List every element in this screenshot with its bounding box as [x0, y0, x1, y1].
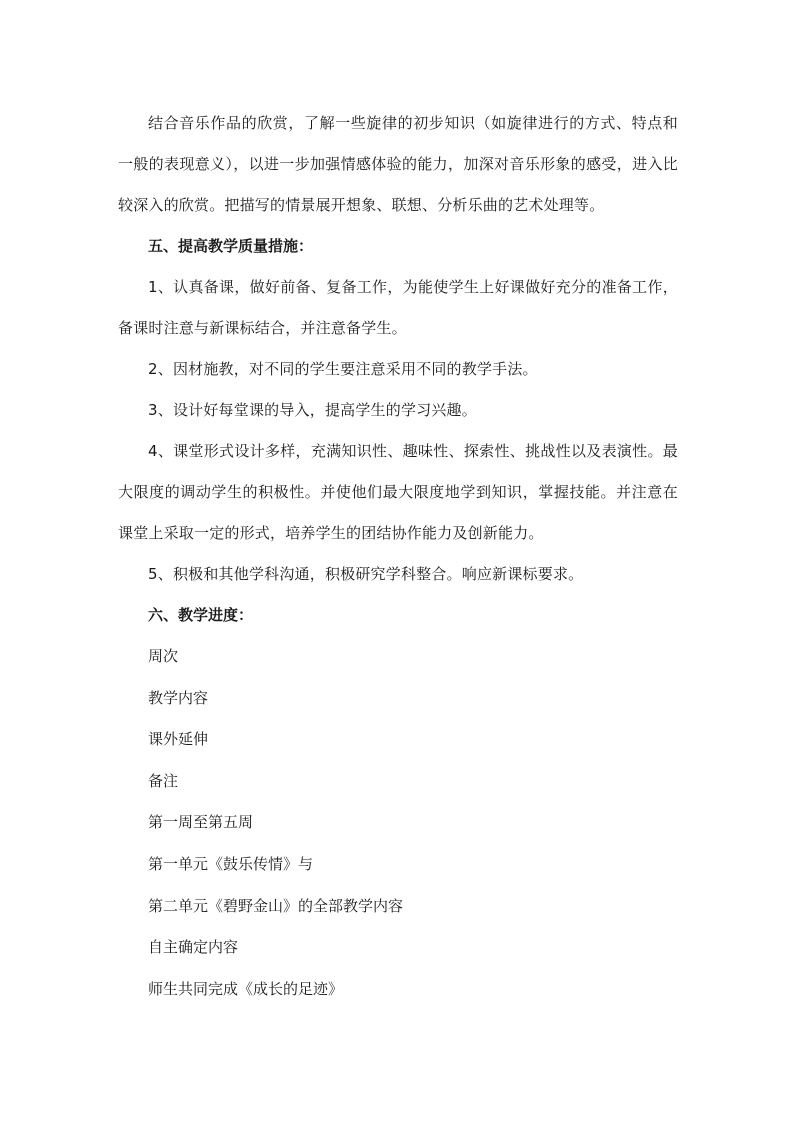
schedule-row-week: 第一周至第五周	[148, 813, 254, 832]
document-body	[118, 103, 678, 1010]
schedule-row-content-part1: 第一单元《鼓乐传情》与	[148, 854, 314, 873]
schedule-header-content: 教学内容	[148, 688, 209, 707]
schedule-row-content-part2: 第二单元《碧野金山》的全部教学内容	[148, 896, 404, 915]
schedule-header-remarks: 备注	[148, 771, 179, 790]
measure-item-3: 3、设计好每堂课的导入，提高学生的学习兴趣。	[148, 401, 477, 419]
paragraph-melody-appreciation: 结合音乐作品的欣赏，了解一些旋律的初步知识（如旋律进行的方式、特点和一般的表现意义），以进一步加强情感体验的能力，加深对音乐形象的感受，进入比较深入的欣赏。把描写的情景展开想象、联想、分析乐曲的艺术处理等。	[118, 114, 678, 214]
measure-item-1: 1、认真备课，做好前备、复备工作，为能使学生上好课做好充分的准备工作，备课时注意与新课标结合，并注意备学生。	[118, 278, 678, 337]
measure-item-2: 2、因材施教，对不同的学生要注意采用不同的教学手法。	[148, 360, 538, 378]
schedule-header-extension: 课外延伸	[148, 730, 209, 749]
schedule-row-extension: 自主确定内容	[148, 938, 239, 957]
measure-item-4: 4、课堂形式设计多样，充满知识性、趣味性、探索性、挑战性以及表演性。最大限度的调动学生的积极性。并使他们最大限度地学到知识，掌握技能。并注意在课堂上采取一定的形式，培养学生的团结协作能力及创新能力。	[118, 442, 678, 542]
schedule-header-week: 周次	[148, 647, 179, 665]
section-heading-quality-measures: 五、提高教学质量措施：	[148, 237, 314, 255]
schedule-row-remarks: 师生共同完成《成长的足迹》	[148, 979, 344, 998]
section-heading-teaching-schedule: 六、教学进度：	[148, 606, 254, 624]
measure-item-5: 5、积极和其他学科沟通，积极研究学科整合。响应新课标要求。	[148, 565, 584, 583]
